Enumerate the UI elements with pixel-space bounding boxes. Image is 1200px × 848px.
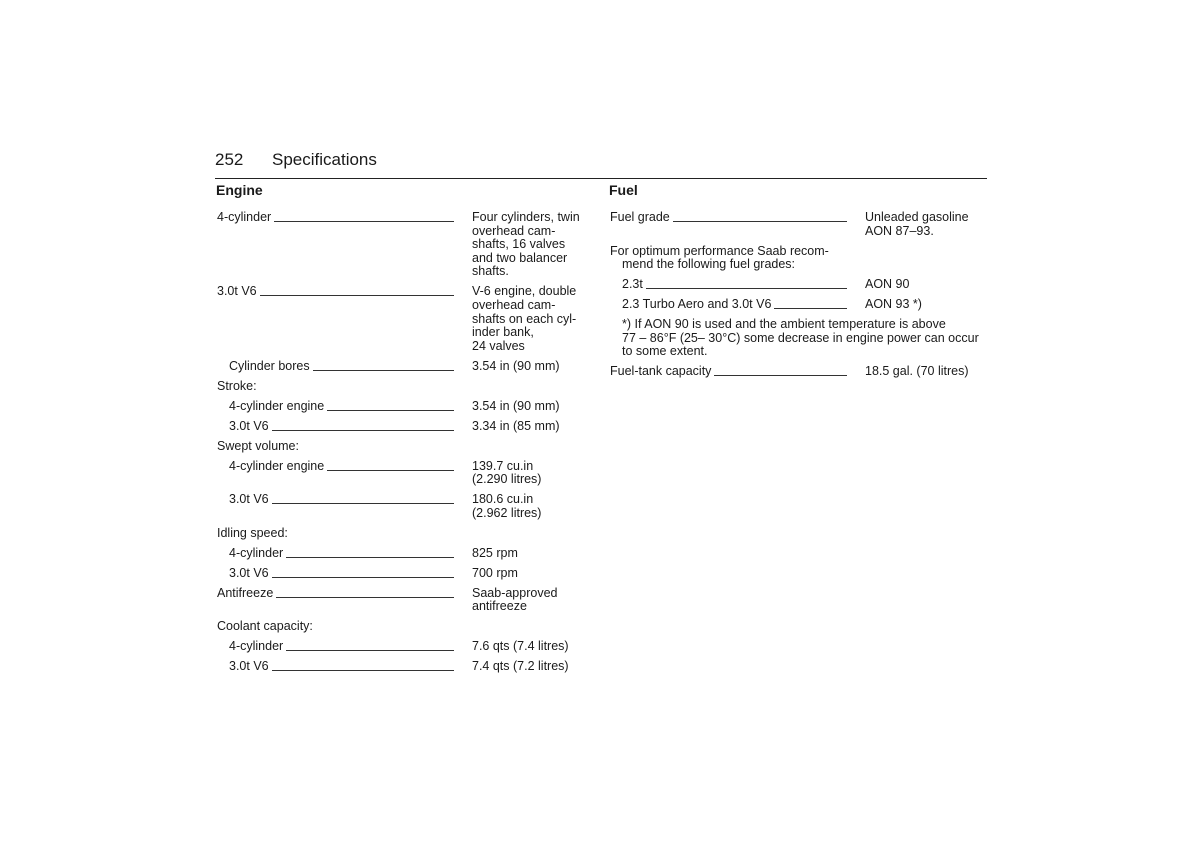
spec-value bbox=[472, 567, 587, 581]
fuel-tank-label: Fuel-tank capacity bbox=[610, 364, 712, 379]
spec-value bbox=[472, 211, 587, 279]
fuel-grade-aero-value: AON 93 *) bbox=[865, 297, 922, 312]
value-line: shafts, 16 valves bbox=[472, 237, 566, 252]
spec-label: 3.0t V6 bbox=[229, 492, 269, 507]
leader-line bbox=[276, 597, 454, 598]
spec-label: 3.0t V6 bbox=[217, 284, 257, 299]
spec-label: 4-cylinder bbox=[229, 545, 284, 560]
engine-section-title: Engine bbox=[216, 182, 263, 198]
fuel-note bbox=[610, 318, 986, 359]
spec-value bbox=[472, 587, 587, 614]
fuel-grade-aero-row bbox=[610, 298, 986, 312]
value-line: Unleaded gasoline bbox=[865, 210, 969, 224]
value-line: 825 rpm bbox=[472, 545, 518, 560]
spec-value bbox=[472, 640, 587, 654]
spec-label: 4-cylinder engine bbox=[229, 398, 325, 413]
value-line: V-6 engine, double bbox=[472, 284, 577, 299]
recommendation-line: For optimum performance Saab recom- bbox=[610, 243, 829, 258]
value-line: 139.7 cu.in bbox=[472, 458, 534, 473]
value-line: (2.290 litres) bbox=[472, 472, 542, 487]
leader-line bbox=[774, 308, 847, 309]
spec-row bbox=[217, 547, 587, 561]
spec-value bbox=[472, 460, 587, 487]
value-line: Four cylinders, twin bbox=[472, 210, 580, 224]
spec-row bbox=[217, 587, 587, 614]
value-line: 3.34 in (85 mm) bbox=[472, 418, 560, 433]
leader-line bbox=[646, 288, 847, 289]
leader-line bbox=[272, 577, 454, 578]
value-line: and two balancer bbox=[472, 250, 568, 265]
leader-line bbox=[313, 370, 454, 371]
leader-line bbox=[286, 557, 454, 558]
fuel-section bbox=[610, 182, 986, 385]
leader-line bbox=[286, 650, 454, 651]
spec-label: 3.0t V6 bbox=[229, 659, 269, 674]
spec-value bbox=[472, 660, 587, 674]
note-line: 77 – 86°F (25– 30°C) some decrease in engine power can occur bbox=[622, 330, 979, 345]
spec-row bbox=[217, 640, 587, 654]
fuel-grade-row bbox=[610, 211, 986, 238]
fuel-grade-23t-value: AON 90 bbox=[865, 277, 910, 292]
spec-label: 4-cylinder bbox=[217, 210, 272, 224]
fuel-grade-label: Fuel grade bbox=[610, 210, 670, 224]
spec-value bbox=[472, 285, 587, 353]
leader-line bbox=[272, 430, 454, 431]
note-line: *) If AON 90 is used and the ambient temperature is above bbox=[622, 317, 946, 332]
leader-line bbox=[714, 375, 847, 376]
spec-subheading: Swept volume: bbox=[217, 438, 299, 453]
spec-row bbox=[217, 493, 587, 520]
value-line: 24 valves bbox=[472, 338, 525, 353]
value-line: inder bank, bbox=[472, 325, 534, 340]
leader-line bbox=[274, 221, 454, 222]
spec-row bbox=[217, 400, 587, 414]
spec-row bbox=[217, 420, 587, 434]
value-line: 180.6 cu.in bbox=[472, 492, 534, 507]
spec-value bbox=[472, 493, 587, 520]
leader-line bbox=[327, 470, 454, 471]
spec-value bbox=[472, 547, 587, 561]
fuel-grade-aero-label: 2.3 Turbo Aero and 3.0t V6 bbox=[622, 297, 772, 312]
value-line: 7.6 qts (7.4 litres) bbox=[472, 639, 569, 654]
page-number: 252 bbox=[215, 150, 244, 169]
spec-row bbox=[217, 285, 587, 353]
engine-section bbox=[217, 182, 587, 680]
spec-row bbox=[217, 567, 587, 581]
value-line: 7.4 qts (7.2 litres) bbox=[472, 659, 569, 674]
leader-line bbox=[673, 221, 847, 222]
spec-value bbox=[472, 360, 587, 374]
spec-value bbox=[472, 400, 587, 414]
fuel-grade-23t-label: 2.3t bbox=[622, 277, 643, 292]
page-header bbox=[215, 148, 987, 179]
value-line: 3.54 in (90 mm) bbox=[472, 358, 560, 373]
fuel-grade-23t-row bbox=[610, 278, 986, 292]
engine-spec-list bbox=[217, 211, 587, 674]
spec-row bbox=[217, 211, 587, 279]
leader-line bbox=[260, 295, 454, 296]
spec-subheading: Stroke: bbox=[217, 378, 257, 393]
value-line: overhead cam- bbox=[472, 297, 556, 312]
value-line: (2.962 litres) bbox=[472, 505, 542, 520]
spec-label: 4-cylinder bbox=[229, 639, 284, 654]
spec-label: 4-cylinder engine bbox=[229, 458, 325, 473]
spec-label: 3.0t V6 bbox=[229, 418, 269, 433]
spec-row bbox=[217, 460, 587, 487]
spec-subheading: Idling speed: bbox=[217, 525, 288, 540]
spec-label: 3.0t V6 bbox=[229, 565, 269, 580]
value-line: 3.54 in (90 mm) bbox=[472, 398, 560, 413]
value-line: antifreeze bbox=[472, 599, 527, 614]
leader-line bbox=[272, 503, 454, 504]
value-line: overhead cam- bbox=[472, 223, 556, 238]
recommendation-line: mend the following fuel grades: bbox=[622, 257, 796, 272]
leader-line bbox=[272, 670, 454, 671]
value-line: Saab-approved bbox=[472, 585, 558, 600]
spec-row bbox=[217, 360, 587, 374]
spec-row bbox=[217, 660, 587, 674]
leader-line bbox=[327, 410, 454, 411]
spec-subheading: Coolant capacity: bbox=[217, 619, 313, 634]
fuel-section-title: Fuel bbox=[609, 182, 638, 198]
value-line: shafts on each cyl- bbox=[472, 311, 577, 326]
page-title: Specifications bbox=[272, 150, 377, 169]
value-line: 700 rpm bbox=[472, 565, 518, 580]
value-line: AON 87–93. bbox=[865, 223, 934, 238]
fuel-tank-row bbox=[610, 365, 986, 379]
note-line: to some extent. bbox=[622, 344, 708, 359]
value-line: shafts. bbox=[472, 264, 509, 279]
spec-value bbox=[472, 420, 587, 434]
fuel-recommendation bbox=[610, 245, 986, 272]
fuel-grade-value bbox=[865, 211, 986, 238]
spec-label: Antifreeze bbox=[217, 585, 274, 600]
spec-label: Cylinder bores bbox=[229, 358, 310, 373]
fuel-tank-value: 18.5 gal. (70 litres) bbox=[865, 364, 969, 379]
